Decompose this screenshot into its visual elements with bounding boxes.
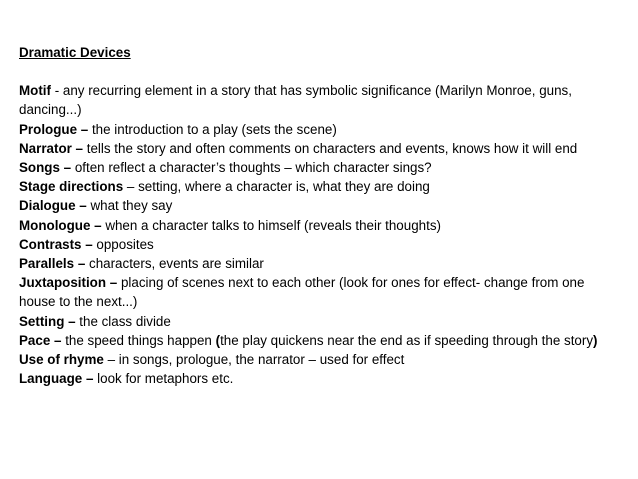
term-label: Narrator – <box>19 140 84 156</box>
entry-songs <box>19 158 619 177</box>
entry-monologue <box>19 216 619 235</box>
term-label: Setting – <box>19 313 76 329</box>
term-definition: – in songs, prologue, the narrator – used for effect <box>107 352 405 368</box>
document-title: Dramatic Devices <box>19 45 131 60</box>
term-definition: the class divide <box>79 313 171 329</box>
term-definition: placing of scenes next to each other (look for ones for effect- change from one house to the next...) <box>19 275 585 310</box>
term-definition: opposites <box>96 236 154 252</box>
term-definition: characters, events are similar <box>89 256 264 272</box>
term-label: Contrasts – <box>19 236 93 252</box>
term-definition: – setting, where a character is, what they are doing <box>126 179 430 195</box>
term-definition: often reflect a character’s thoughts – which character sings? <box>74 160 432 176</box>
term-definition-aside: the play quickens near the end as if speeding through the story <box>220 332 594 348</box>
entry-parallels <box>19 254 619 273</box>
term-label: Songs – <box>19 160 72 176</box>
term-label: Dialogue – <box>19 198 87 214</box>
entry-language <box>19 369 619 388</box>
entry-narrator <box>19 139 619 158</box>
term-definition: what they say <box>90 198 173 214</box>
term-label: Prologue – <box>19 121 89 137</box>
document-body <box>19 43 619 388</box>
term-definition: any recurring element in a story that has symbolic significance (Marilyn Monroe, guns, dancing...) <box>19 83 572 118</box>
term-definition: the speed things happen <box>65 332 212 348</box>
paren-open: ( <box>211 332 221 348</box>
term-label: Juxtaposition – <box>19 275 118 291</box>
term-definition: tells the story and often comments on characters and events, knows how it will end <box>86 140 578 156</box>
paren-close: ) <box>593 332 598 348</box>
entry-use-of-rhyme <box>19 350 619 369</box>
term-label: Pace – <box>19 332 62 348</box>
entry-stage-directions <box>19 177 619 196</box>
entry-dialogue <box>19 196 619 215</box>
term-label: Use of rhyme <box>19 352 104 368</box>
term-definition: when a character talks to himself (reveals their thoughts) <box>105 217 441 233</box>
entry-pace <box>19 331 619 350</box>
entry-contrasts <box>19 235 619 254</box>
term-label: Parallels – <box>19 256 86 272</box>
term-label: Language – <box>19 371 94 387</box>
term-separator: - <box>50 83 63 99</box>
entry-prologue <box>19 120 619 139</box>
entry-setting <box>19 312 619 331</box>
term-label: Motif <box>19 83 51 99</box>
term-label: Monologue – <box>19 217 102 233</box>
entry-juxtaposition <box>19 273 619 311</box>
term-definition: look for metaphors etc. <box>97 371 234 387</box>
entry-motif <box>19 81 619 119</box>
term-definition: the introduction to a play (sets the scene) <box>91 121 337 137</box>
term-label: Stage directions <box>19 179 124 195</box>
